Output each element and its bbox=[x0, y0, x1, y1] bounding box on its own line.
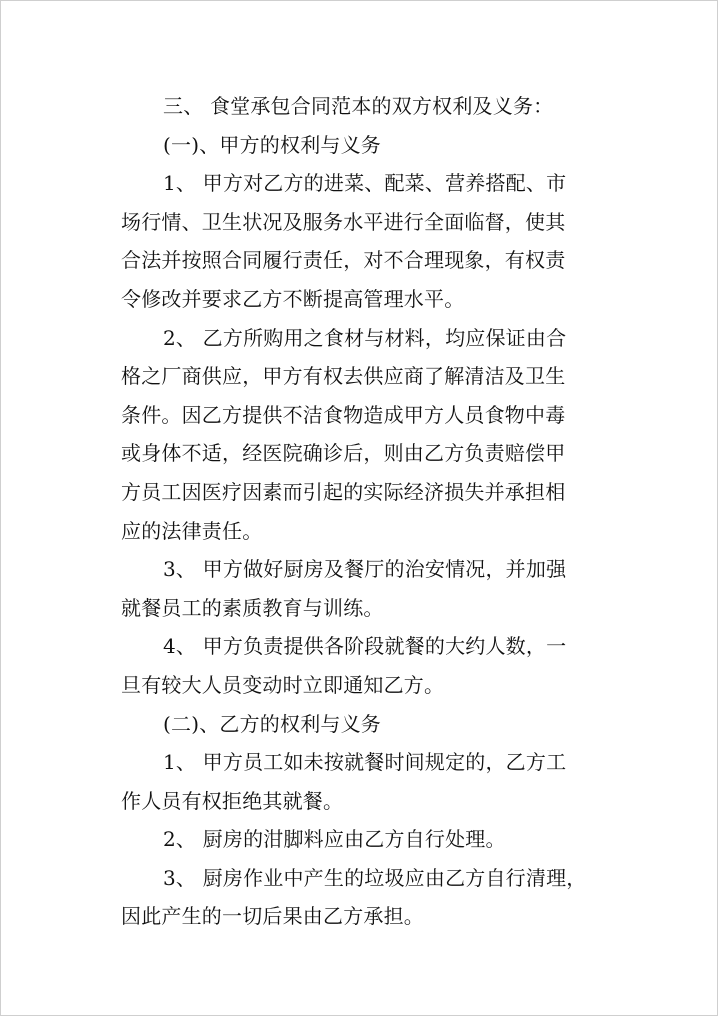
document-line: 就餐员工的素质教育与训练。 bbox=[121, 595, 384, 620]
document-line: 2、 乙方所购用之食材与材料，均应保证由合 bbox=[163, 325, 567, 350]
document-body bbox=[121, 87, 611, 936]
document-line: 3、 甲方做好厨房及餐厅的治安情况，并加强 bbox=[163, 557, 567, 582]
document-line: 因此产生的一切后果由乙方承担。 bbox=[121, 904, 424, 929]
document-line: 作人员有权拒绝其就餐。 bbox=[121, 788, 344, 813]
document-line: 方员工因医疗因素而引起的实际经济损失并承担相 bbox=[121, 479, 566, 504]
document-line: 3、 厨房作业中产生的垃圾应由乙方自行清理， bbox=[163, 865, 587, 890]
document-line: 合法并按照合同履行责任，对不合理现象，有权责 bbox=[121, 248, 566, 273]
document-line: (二)、乙方的权利与义务 bbox=[163, 711, 382, 736]
document-line: 旦有较大人员变动时立即通知乙方。 bbox=[121, 672, 445, 697]
document-line: 三、 食堂承包合同范本的双方权利及义务： bbox=[163, 94, 554, 118]
document-line: 1、 甲方员工如未按就餐时间规定的，乙方工 bbox=[163, 750, 567, 775]
document-line: 2、 厨房的泔脚料应由乙方自行处理。 bbox=[163, 827, 506, 852]
document-line: 1、 甲方对乙方的进菜、配菜、营养搭配、市 bbox=[163, 171, 567, 196]
document-line: 或身体不适，经医院确诊后，则由乙方负责赔偿甲 bbox=[121, 441, 566, 466]
document-line: (一)、甲方的权利与义务 bbox=[163, 132, 382, 157]
document-line: 应的法律责任。 bbox=[121, 518, 263, 543]
document-line: 条件。因乙方提供不洁食物造成甲方人员食物中毒 bbox=[121, 402, 566, 427]
document-line: 令修改并要求乙方不断提高管理水平。 bbox=[121, 286, 465, 311]
document-line: 格之厂商供应，甲方有权去供应商了解清洁及卫生 bbox=[121, 364, 566, 389]
document-line: 场行情、卫生状况及服务水平进行全面临督，使其 bbox=[121, 209, 566, 234]
document-line: 4、 甲方负责提供各阶段就餐的大约人数，一 bbox=[163, 634, 567, 659]
